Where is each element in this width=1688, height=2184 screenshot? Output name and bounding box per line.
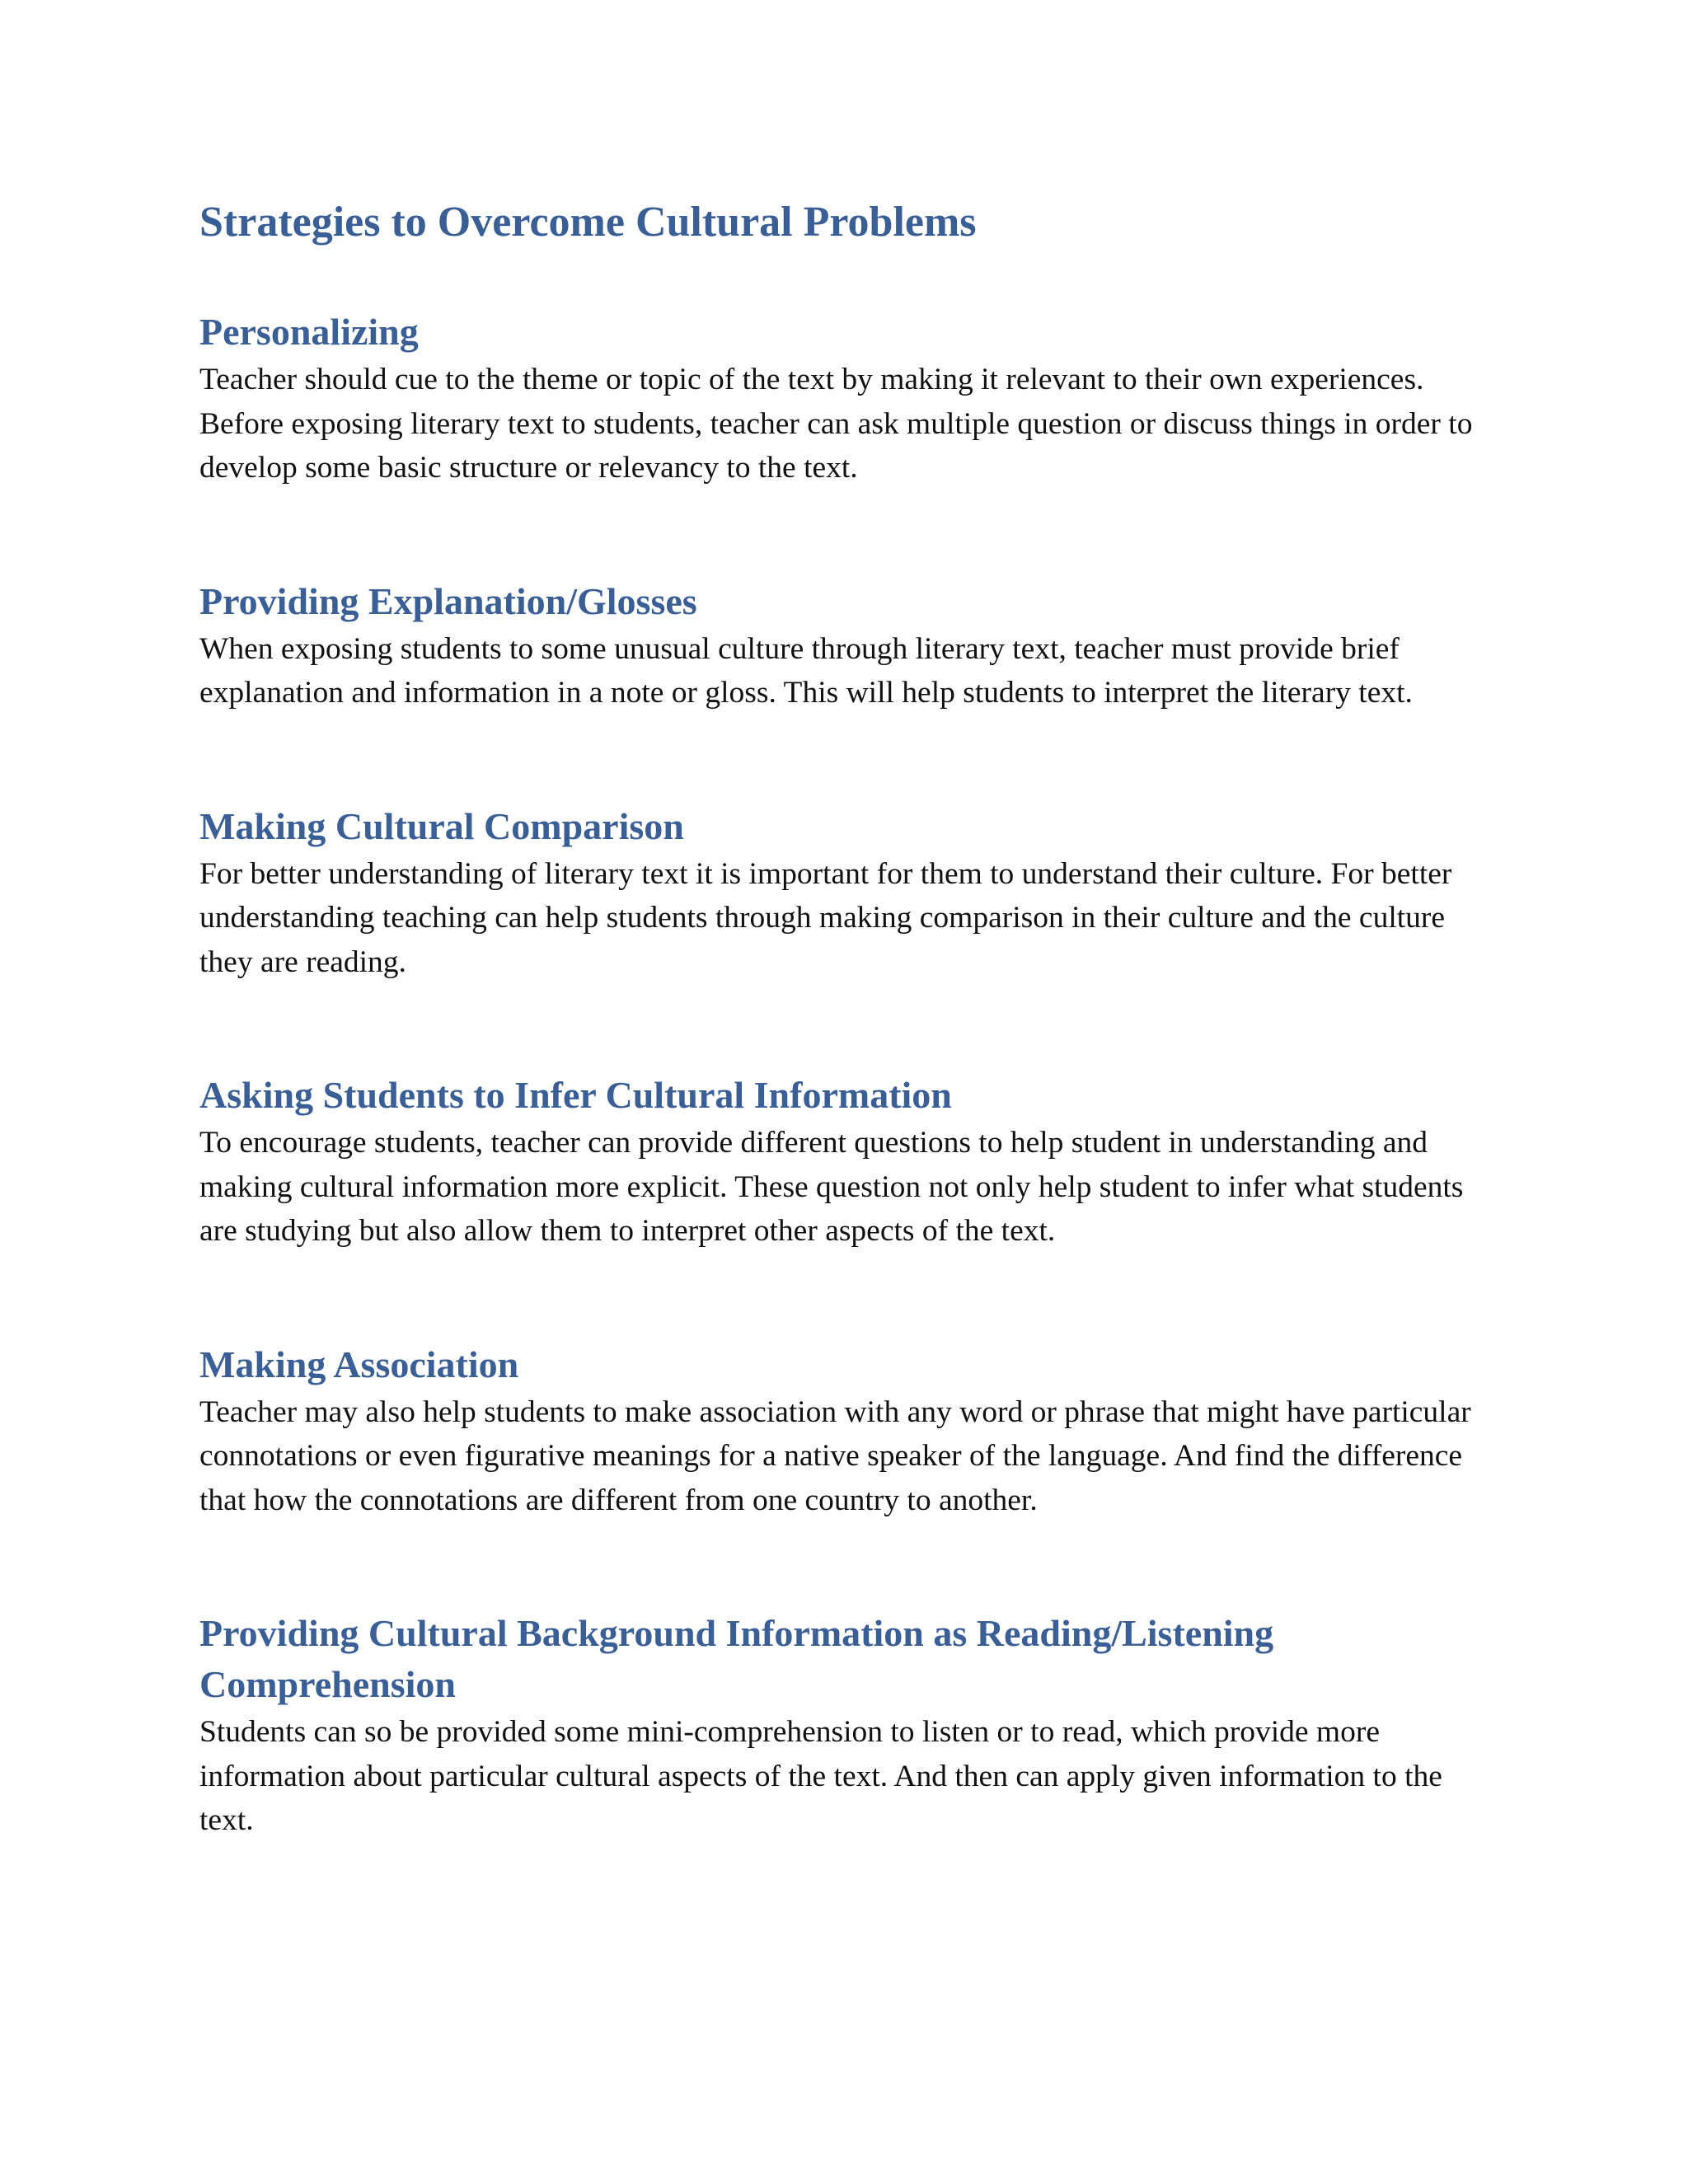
section-making-association [199,1339,1493,1523]
section-personalizing [199,307,1493,490]
section-heading: Personalizing [199,311,419,353]
section-cultural-comparison [199,801,1493,985]
section-infer-cultural-information [199,1070,1493,1254]
section-heading: Asking Students to Infer Cultural Information [199,1074,952,1116]
document-title: Strategies to Overcome Cultural Problems [199,199,977,246]
section-heading: Providing Explanation/Glosses [199,579,697,622]
section-body: To encourage students, teacher can provide different questions to help student in understanding and making cultural information more explicit. These question not only help student to infer what students are studying but also allow them to interpret other aspects of the text. [199,1126,1464,1248]
section-heading: Making Association [199,1343,519,1385]
section-body: Students can so be provided some mini-comprehension to listen or to read, which provide more information about particular cultural aspects of the text. And then can apply given information to the text. [199,1715,1442,1837]
section-cultural-background [199,1608,1493,1843]
section-heading: Making Cultural Comparison [199,804,684,847]
section-body: For better understanding of literary text it is important for them to understand their culture. For better understanding teaching can help students through making comparison in their culture and the culture they are reading. [199,856,1452,979]
section-heading: Providing Cultural Background Information as Reading/Listening Comprehension [199,1612,1274,1705]
section-body: When exposing students to some unusual culture through literary text, teacher must provide brief explanation and information in a note or gloss. This will help students to interpret the literary text. [199,631,1413,710]
section-body: Teacher may also help students to make association with any word or phrase that might have particular connotations or even figurative meanings for a native speaker of the language. And find the difference that how the connotations are different from one country to another. [199,1394,1471,1517]
document-content [199,188,1493,1843]
section-body: Teacher should cue to the theme or topic of the text by making it relevant to their own experiences. Before exposing literary text to students, teacher can ask multiple question or discuss things in order to develop some basic structure or relevancy to the text. [199,363,1473,485]
section-providing-explanation [199,576,1493,715]
title-block [199,188,1493,257]
